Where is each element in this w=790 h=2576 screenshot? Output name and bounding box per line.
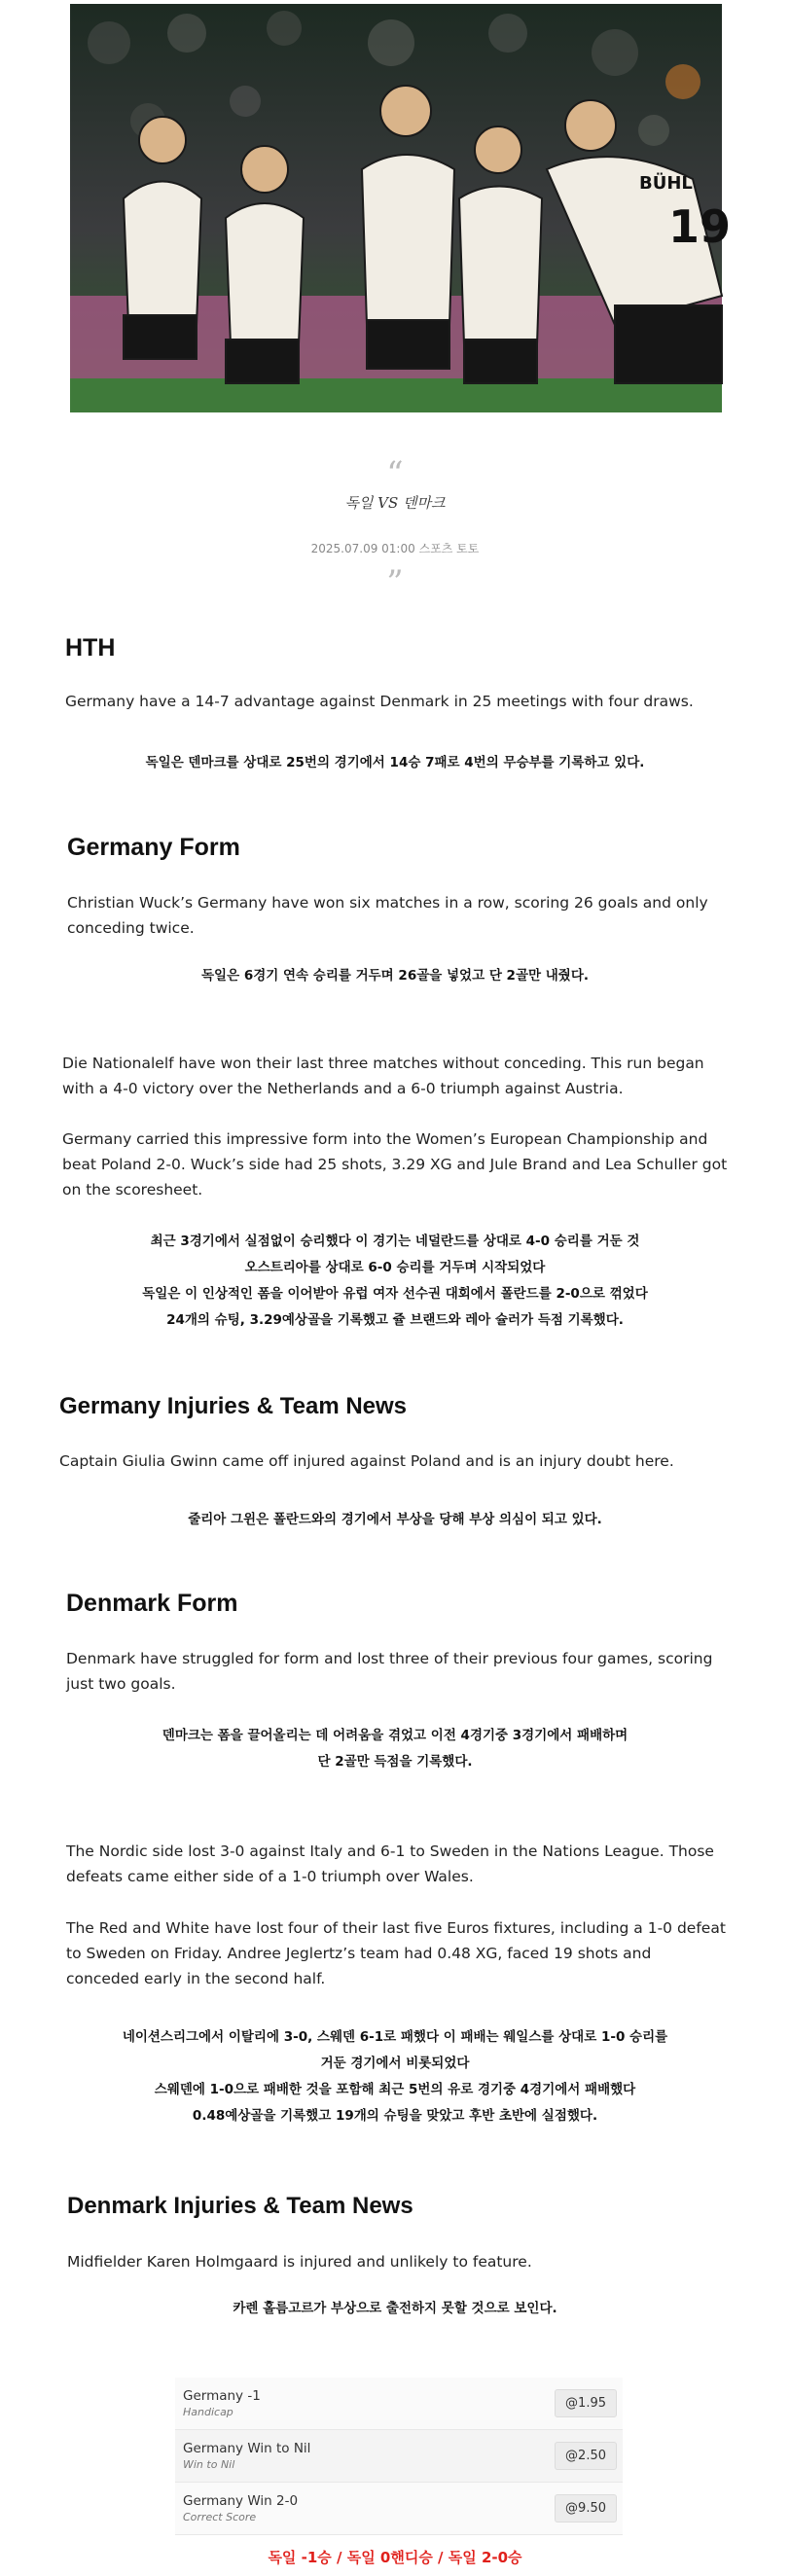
ko-line: 최근 3경기에서 실점없이 승리했다 이 경기는 네덜란드를 상대로 4-0 승리를 거둔 것 [150,1234,640,1249]
odds-row [175,2378,623,2430]
ko-line: 24개의 슈팅, 3.29예상골을 기록했고 쥴 브랜드와 레아 슐러가 득점 기록했다. [166,1312,624,1328]
denmark-form-text-en-3: The Red and White have lost four of their last five Euros fixtures, including a 1-0 defeat to Sweden on Friday. Andree Jeglertz’s team had 0.48 XG, faced 19 shots and conceded early in the second half. [66,1919,726,1987]
ko-line: 덴마크는 폼을 끌어올리는 데 어려움을 겪었고 이전 4경기중 3경기에서 패배하며 [162,1728,628,1743]
germany-form-text-en-2: Die Nationalelf have won their last three matches without conceding. This run began with a 4-0 victory over the Netherlands and a 6-0 triumph against Austria. [62,1055,704,1097]
odds-row [175,2430,623,2483]
odds-market-type: Correct Score [183,2511,257,2523]
germany-injuries-text-ko: 줄리아 그윈은 폴란드와의 경기에서 부상을 당해 부상 의심이 되고 있다. [188,1512,602,1527]
match-meta [0,540,790,556]
odds-market-name: Germany Win 2-0 [183,2493,299,2509]
hth-text-en: Germany have a 14-7 advantage against Denmark in 25 meetings with four draws. [65,693,694,710]
odds-table [175,2378,623,2535]
germany-form-text-en-3: Germany carried this impressive form into the Women’s European Championship and beat Poland 2-0. Wuck’s side had 25 shots, 3.29 XG and Jule Brand and Lea Schuller got on the scoresheet. [62,1130,728,1199]
germany-form-text-ko-1: 독일은 6경기 연속 승리를 거두며 26골을 넣었고 단 2골만 내줬다. [201,968,589,984]
jersey-name: BÜHL [639,173,693,194]
odds-market-type: Handicap [183,2406,233,2418]
denmark-form-text-en-1: Denmark have struggled for form and lost three of their previous four games, scoring just two goals. [66,1650,713,1693]
odds-market-name: Germany -1 [183,2388,261,2404]
odds-price-button[interactable]: @1.95 [555,2389,617,2417]
odds-price-button[interactable]: @9.50 [555,2494,617,2522]
germany-form-title: Germany Form [67,834,240,861]
match-title: 독일 VS 덴마크 [344,494,446,512]
hth-text-ko: 독일은 덴마크를 상대로 25번의 경기에서 14승 7패로 4번의 무승부를 기록하고 있다. [145,755,645,770]
jersey-number: 19 [668,200,732,253]
germany-form-text-ko-2 [0,1229,790,1334]
odds-row [175,2483,623,2535]
odds-label [183,2441,310,2471]
open-quote-icon: “ [386,454,404,493]
hero-photo-illustration [70,4,732,412]
odds-price-button[interactable]: @2.50 [555,2442,617,2470]
denmark-form-text-ko-1 [0,1723,790,1775]
odds-market-type: Win to Nil [183,2458,235,2471]
close-quote-icon: ” [386,563,404,602]
denmark-form-title: Denmark Form [66,1590,238,1617]
denmark-form-text-ko-2 [0,2024,790,2129]
final-pick: 독일 -1승 / 독일 0핸디승 / 독일 2-0승 [268,2549,522,2566]
ko-line: 0.48예상골을 기록했고 19개의 슈팅을 맞았고 후반 초반에 실점했다. [192,2108,598,2124]
germany-form-text-en-1: Christian Wuck’s Germany have won six matches in a row, scoring 26 goals and only conceding twice. [67,894,708,937]
odds-market-name: Germany Win to Nil [183,2441,311,2456]
hero-photo [70,4,732,412]
denmark-form-text-en-2: The Nordic side lost 3-0 against Italy and 6-1 to Sweden in the Nations League. Those defeats came either side of a 1-0 triumph over Wales. [66,1843,714,1885]
ko-line: 거둔 경기에서 비롯되었다 [320,2056,470,2071]
ko-line: 독일은 이 인상적인 폼을 이어받아 유럽 여자 선수권 대회에서 폴란드를 2-0으로 꺾었다 [142,1286,648,1302]
germany-injuries-text-en: Captain Giulia Gwinn came off injured against Poland and is an injury doubt here. [59,1452,674,1470]
match-date: 2025.07.09 01:00 [310,542,415,555]
ko-line: 단 2골만 득점을 기록했다. [317,1754,473,1770]
match-category: 스포츠 토토 [418,542,480,555]
ko-line: 스웨덴에 1-0으로 패배한 것을 포함해 최근 5번의 유로 경기중 4경기에서 패배했다 [154,2082,636,2097]
denmark-injuries-text-ko: 카렌 홀름고르가 부상으로 출전하지 못할 것으로 보인다. [233,2301,557,2316]
match-header [0,454,790,602]
odds-label [183,2493,298,2523]
ko-line: 네이션스리그에서 이탈리에 3-0, 스웨덴 6-1로 패했다 이 패배는 웨일스를 상대로 1-0 승리를 [122,2029,668,2045]
ko-line: 오스트리아를 상대로 6-0 승리를 거두며 시작되었다 [244,1260,546,1275]
germany-injuries-title: Germany Injuries & Team News [59,1393,408,1419]
odds-label [183,2388,261,2418]
denmark-injuries-text-en: Midfielder Karen Holmgaard is injured and unlikely to feature. [67,2253,532,2271]
hth-title: HTH [65,634,116,662]
denmark-injuries-title: Denmark Injuries & Team News [67,2193,413,2219]
